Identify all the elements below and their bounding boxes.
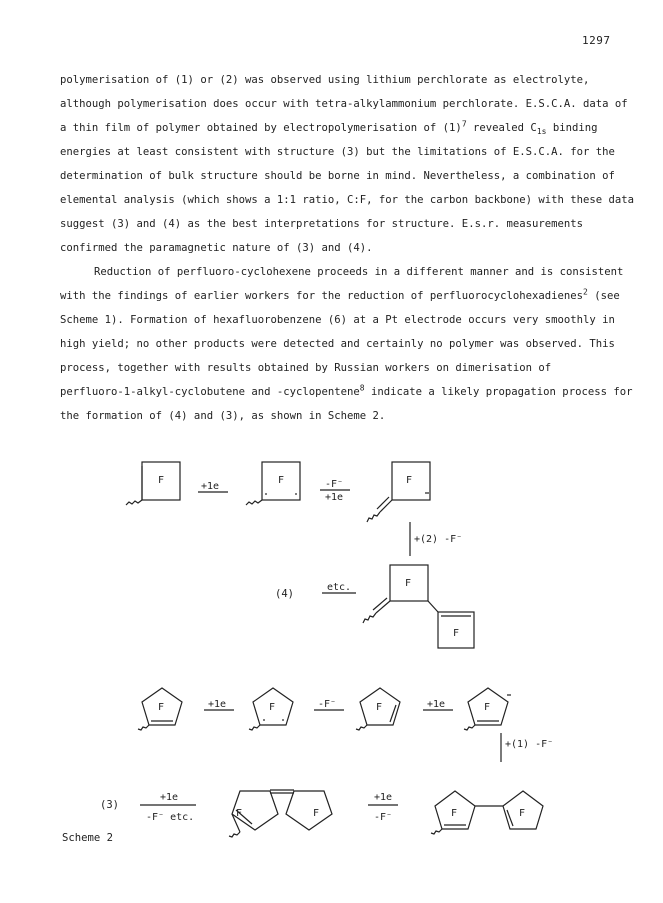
- arrow-etc: [322, 582, 356, 593]
- ring-label: F: [236, 808, 243, 819]
- ring-label: F: [313, 808, 320, 819]
- cyclopentene-monomer: [138, 688, 182, 730]
- arrow-down-1: [410, 522, 462, 556]
- text-line: confirmed the paramagnetic nature of (3) and (4).: [60, 242, 373, 254]
- ring-label: F: [376, 702, 383, 713]
- arrow-label: +1e: [374, 792, 393, 803]
- text-line: energies at least consistent with structure (3) but the limitations of E.S.C.A. for the: [60, 146, 615, 158]
- page-number: 1297: [582, 34, 611, 47]
- exocyclic-bond: [373, 598, 387, 610]
- arrow-label: +(1) -F⁻: [505, 739, 554, 750]
- alkyl-chain: [464, 725, 475, 730]
- bicyclopentenyl-structure: [431, 791, 543, 834]
- text-line: Scheme 1). Formation of hexafluorobenzene (6) at a Pt electrode occurs very smoothly in: [60, 314, 615, 326]
- scheme-caption: Scheme 2: [62, 832, 114, 844]
- alkyl-chain: [246, 500, 262, 505]
- alkyl-chain: [367, 512, 380, 522]
- subscript: 1s: [536, 127, 547, 137]
- reference-superscript: 2: [583, 287, 588, 297]
- cyclobutene-monomer: [126, 462, 180, 505]
- ring-link-bond: [428, 601, 438, 612]
- radical-dot: [265, 493, 267, 495]
- arrow-add-electron-1: [198, 481, 228, 492]
- radical-dot: [282, 719, 284, 721]
- ring-label: F: [158, 475, 165, 486]
- radical-dot: [295, 493, 297, 495]
- alkyl-chain: [363, 613, 376, 623]
- ring-label: F: [451, 808, 458, 819]
- text-line: Reduction of perfluoro-cyclohexene proceeds in a different manner and is consistent: [94, 266, 624, 278]
- arrow-down-2: [501, 733, 553, 762]
- arrow-add-electron-3: [423, 699, 453, 710]
- alkyl-chain: [229, 832, 240, 837]
- arrow-label: -F⁻: [374, 812, 393, 823]
- arrow-label: +1e: [201, 481, 220, 492]
- alkyl-chain: [431, 829, 442, 834]
- compound-label-3: (3): [100, 799, 119, 811]
- ring-label: F: [158, 702, 165, 713]
- ring-label: F: [484, 702, 491, 713]
- reference-superscript: 7: [461, 119, 467, 129]
- cyclopentene-radical-anion: [249, 688, 293, 730]
- arrow-add-electron-2: [204, 699, 234, 710]
- ring-label: F: [278, 475, 285, 486]
- cyclopentadienyl-radical: [356, 688, 400, 730]
- cyclobutene-radical-anion: [246, 462, 300, 505]
- text-line: process, together with results obtained by Russian workers on dimerisation of: [60, 362, 552, 374]
- arrow-label: +1e: [208, 699, 227, 710]
- arrow-label: +1e: [325, 492, 344, 503]
- ring-label: F: [406, 475, 413, 486]
- text-span: revealed C: [466, 122, 537, 134]
- text-span: indicate a likely propagation process for: [364, 386, 633, 398]
- text-span: a thin film of polymer obtained by electropolymerisation of (1): [60, 122, 462, 134]
- text-line: determination of bulk structure should be borne in mind. Nevertheless, a combination of: [60, 170, 615, 182]
- reference-superscript: 8: [359, 383, 365, 393]
- cyclopentenyl-anion: [464, 688, 511, 730]
- text-line: high yield; no other products were detected and certainly no polymer was observed. This: [60, 338, 615, 350]
- text-line: the formation of (4) and (3), as shown in Scheme 2.: [60, 410, 386, 422]
- alkyl-chain: [249, 725, 260, 730]
- alkyl-chain: [356, 725, 367, 730]
- arrow-label: +1e: [427, 699, 446, 710]
- text-span: (see: [587, 290, 620, 302]
- arrow-label: +(2) -F⁻: [414, 534, 463, 545]
- exocyclic-bond: [376, 601, 390, 613]
- exocyclic-bond: [377, 497, 389, 509]
- arrow-label: -F⁻ etc.: [146, 812, 195, 823]
- ring-label: F: [405, 578, 412, 589]
- arrow-add-electron-4: [140, 792, 196, 823]
- exocyclic-bond: [380, 500, 392, 512]
- arrow-label: -F⁻: [325, 479, 344, 490]
- arrow-label: +1e: [160, 792, 179, 803]
- text-line: elemental analysis (which shows a 1:1 ratio, C:F, for the carbon backbone) with these data: [60, 194, 635, 206]
- alkyl-chain: [138, 725, 149, 730]
- arrow-label: -F⁻: [318, 699, 337, 710]
- ring-label: F: [519, 808, 526, 819]
- dimer-structure-4: [363, 565, 474, 648]
- arrow-lose-fluoride-1: [320, 479, 350, 503]
- alkyl-chain: [126, 500, 142, 505]
- fulvalene-structure: [229, 790, 332, 837]
- ring-pentagon: [286, 791, 332, 830]
- radical-dot: [263, 719, 265, 721]
- compound-label-4: (4): [275, 588, 294, 600]
- arrow-label: etc.: [327, 582, 352, 593]
- ring-label: F: [269, 702, 276, 713]
- arrow-lose-fluoride-2: [314, 699, 344, 710]
- text-line: although polymerisation does occur with tetra-alkylammonium perchlorate. E.S.C.A. data of: [60, 98, 628, 110]
- arrow-add-electron-5: [368, 792, 398, 823]
- text-span: with the findings of earlier workers for the reduction of perfluorocyclohexadienes: [60, 290, 583, 302]
- text-line: polymerisation of (1) or (2) was observed using lithium perchlorate as electrolyte,: [60, 74, 590, 86]
- text-span: perfluoro-1-alkyl-cyclobutene and -cyclopentene: [60, 386, 360, 398]
- text-span: binding: [546, 122, 598, 134]
- methylene-cyclobutene-anion: [367, 462, 430, 522]
- text-line: suggest (3) and (4) as the best interpretations for structure. E.s.r. measurements: [60, 218, 583, 230]
- ring-label: F: [453, 628, 460, 639]
